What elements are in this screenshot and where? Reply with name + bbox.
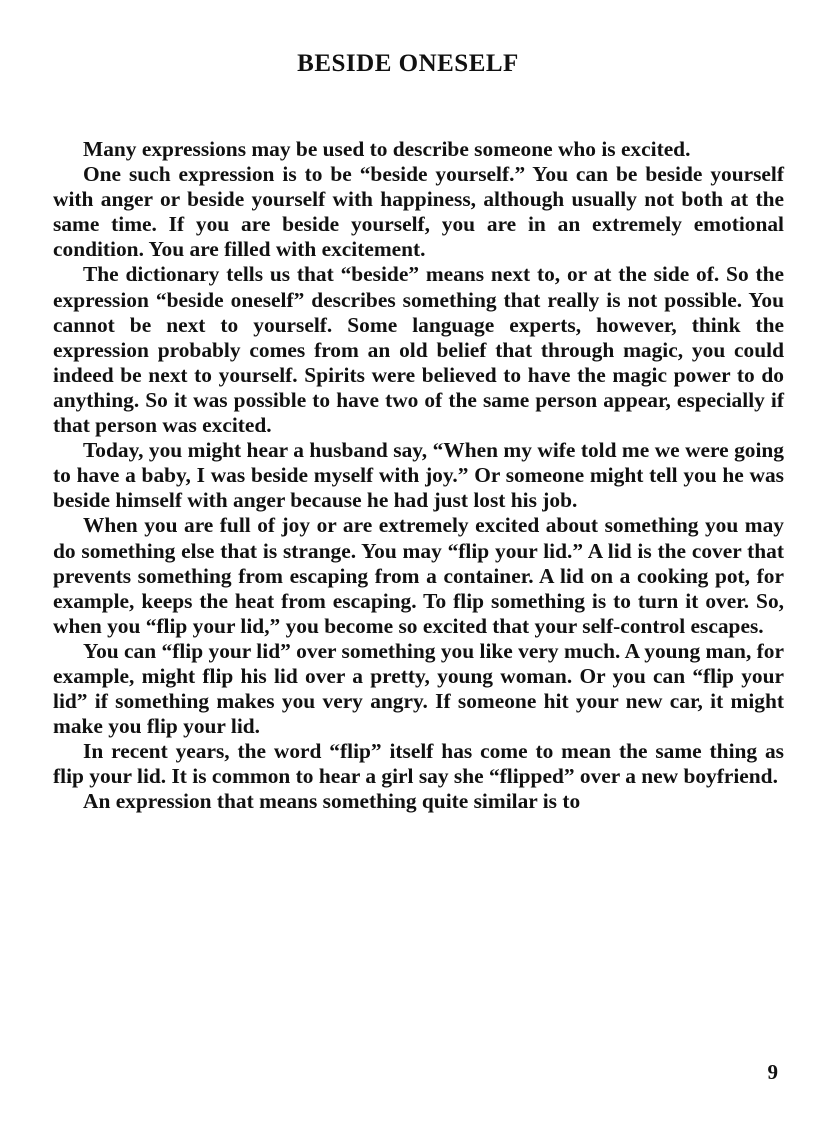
paragraph: Today, you might hear a husband say, “When my wife told me we were going to have a baby, I was beside myself with joy.” Or someone might tell you he was beside himself with anger because he had just lost his job. [53,438,784,513]
paragraph: The dictionary tells us that “beside” means next to, or at the side of. So the expression “beside oneself” describes something that really is not possible. You cannot be next to yourself. Some language experts, however, think the expression probably comes from an old belief that through magic, you could indeed be next to yourself. Spirits were believed to have the magic power to do anything. So it was possible to have two of the same person appear, especially if that person was excited. [53,262,784,438]
paragraph: An expression that means something quite similar is to [83,789,581,814]
paragraph: In recent years, the word “flip” itself has come to mean the same thing as flip your lid. It is common to hear a girl say she “flipped” over a new boyfriend. [53,739,784,789]
paragraph: Many expressions may be used to describe someone who is excited. [83,137,691,161]
page-title: BESIDE ONESELF [297,50,519,77]
paragraph: One such expression is to be “beside yourself.” You can be beside yourself with anger or beside yourself with happiness, although usually not both at the same time. If you are beside yourself, you are in an extremely emotional condition. You are filled with excitement. [53,162,784,262]
paragraph: When you are full of joy or are extremely excited about something you may do something else that is strange. You may “flip your lid.” A lid is the cover that prevents something from escaping from a container. A lid on a cooking pot, for example, keeps the heat from escaping. To flip something is to turn it over. So, when you “flip your lid,” you become so excited that your self-control escapes. [53,513,784,638]
paragraph: You can “flip your lid” over something you like very much. A young man, for example, might flip his lid over a pretty, young woman. Or you can “flip your lid” if something makes you very angry. If someone hit your new car, it might make you flip your lid. [53,638,784,739]
body-text [53,137,784,815]
page-number: 9 [767,1060,778,1084]
